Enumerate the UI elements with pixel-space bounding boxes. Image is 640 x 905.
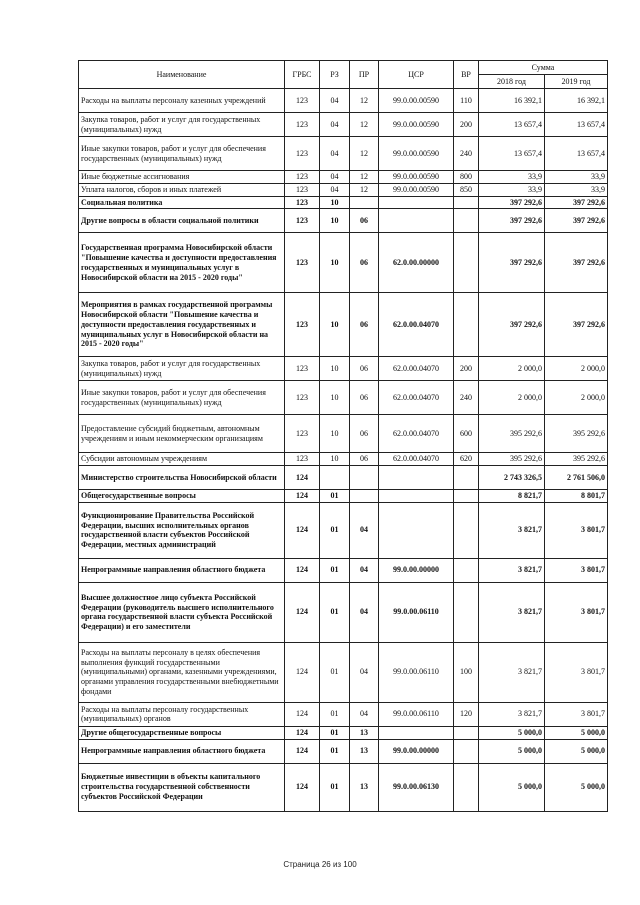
cell-sum-2019: 8 801,7: [545, 490, 608, 503]
cell-csr: 62.0.00.04070: [379, 415, 454, 453]
cell-name: Расходы на выплаты персоналу казенных учреждений: [79, 89, 285, 113]
cell-name: Расходы на выплаты персоналу в целях обеспечения выполнения функций государственными (муниципальными) органами, казенными учреждениями, органами управления государственными внебюджетными фондами: [79, 642, 285, 702]
cell-rz: 01: [320, 763, 350, 811]
cell-rz: 01: [320, 558, 350, 582]
cell-rz: 10: [320, 293, 350, 357]
cell-name: Непрограммные направления областного бюджета: [79, 739, 285, 763]
cell-csr: 99.0.00.00590: [379, 137, 454, 171]
cell-rz: 10: [320, 233, 350, 293]
cell-sum-2018: 2 743 326,5: [479, 466, 545, 490]
cell-csr: 99.0.00.00590: [379, 171, 454, 184]
cell-grbs: 123: [285, 113, 320, 137]
cell-sum-2018: 397 292,6: [479, 293, 545, 357]
cell-name: Иные закупки товаров, работ и услуг для обеспечения государственных (муниципальных) нужд: [79, 381, 285, 415]
cell-vr: 600: [454, 415, 479, 453]
cell-sum-2019: 397 292,6: [545, 196, 608, 209]
cell-pr: [350, 490, 379, 503]
cell-name: Расходы на выплаты персоналу государственных (муниципальных) органов: [79, 702, 285, 726]
table-row: [79, 415, 608, 453]
table-row: [79, 502, 608, 558]
cell-csr: [379, 726, 454, 739]
cell-vr: 240: [454, 137, 479, 171]
cell-sum-2018: 397 292,6: [479, 233, 545, 293]
cell-sum-2018: 5 000,0: [479, 763, 545, 811]
cell-vr: [454, 582, 479, 642]
cell-sum-2019: 5 000,0: [545, 763, 608, 811]
cell-sum-2018: 2 000,0: [479, 357, 545, 381]
table-row: [79, 466, 608, 490]
col-header-name: Наименование: [79, 61, 285, 89]
cell-name: Субсидии автономным учреждениям: [79, 453, 285, 466]
cell-vr: 850: [454, 183, 479, 196]
cell-grbs: 124: [285, 490, 320, 503]
cell-grbs: 123: [285, 171, 320, 184]
cell-vr: 620: [454, 453, 479, 466]
cell-sum-2019: 13 657,4: [545, 137, 608, 171]
cell-sum-2018: 3 821,7: [479, 702, 545, 726]
cell-csr: 99.0.00.06110: [379, 582, 454, 642]
table-row: [79, 89, 608, 113]
cell-sum-2018: 13 657,4: [479, 137, 545, 171]
table-row: [79, 763, 608, 811]
col-header-vr: ВР: [454, 61, 479, 89]
cell-rz: 04: [320, 113, 350, 137]
cell-pr: 06: [350, 209, 379, 233]
table-body: [79, 89, 608, 812]
cell-vr: 200: [454, 113, 479, 137]
cell-sum-2019: 2 000,0: [545, 381, 608, 415]
cell-vr: 800: [454, 171, 479, 184]
cell-csr: 62.0.00.04070: [379, 453, 454, 466]
cell-sum-2019: 397 292,6: [545, 209, 608, 233]
cell-vr: [454, 466, 479, 490]
table-row: [79, 702, 608, 726]
cell-grbs: 124: [285, 502, 320, 558]
cell-pr: 13: [350, 763, 379, 811]
table-row: [79, 490, 608, 503]
table-row: [79, 453, 608, 466]
cell-csr: 99.0.00.06110: [379, 702, 454, 726]
col-header-rz: РЗ: [320, 61, 350, 89]
cell-rz: 01: [320, 726, 350, 739]
cell-grbs: 124: [285, 642, 320, 702]
cell-sum-2018: 33,9: [479, 171, 545, 184]
cell-rz: 10: [320, 209, 350, 233]
cell-grbs: 124: [285, 466, 320, 490]
cell-csr: 99.0.00.06130: [379, 763, 454, 811]
cell-vr: 110: [454, 89, 479, 113]
cell-vr: [454, 739, 479, 763]
cell-pr: 06: [350, 357, 379, 381]
table-row: [79, 357, 608, 381]
cell-rz: 10: [320, 196, 350, 209]
cell-grbs: 124: [285, 702, 320, 726]
cell-name: Министерство строительства Новосибирской области: [79, 466, 285, 490]
cell-pr: 04: [350, 582, 379, 642]
cell-sum-2018: 33,9: [479, 183, 545, 196]
cell-sum-2019: 33,9: [545, 183, 608, 196]
cell-grbs: 124: [285, 739, 320, 763]
cell-sum-2018: 397 292,6: [479, 196, 545, 209]
cell-grbs: 123: [285, 381, 320, 415]
cell-grbs: 124: [285, 582, 320, 642]
cell-pr: 13: [350, 739, 379, 763]
table-row: [79, 196, 608, 209]
cell-grbs: 123: [285, 89, 320, 113]
cell-sum-2019: 397 292,6: [545, 233, 608, 293]
cell-sum-2018: 3 821,7: [479, 582, 545, 642]
table-row: [79, 582, 608, 642]
cell-vr: [454, 726, 479, 739]
cell-grbs: 123: [285, 415, 320, 453]
cell-sum-2019: 16 392,1: [545, 89, 608, 113]
budget-table: [78, 60, 608, 812]
cell-csr: 62.0.00.00000: [379, 233, 454, 293]
cell-grbs: 123: [285, 357, 320, 381]
cell-sum-2019: 5 000,0: [545, 739, 608, 763]
table-row: [79, 739, 608, 763]
col-header-grbs: ГРБС: [285, 61, 320, 89]
cell-vr: 100: [454, 642, 479, 702]
cell-vr: [454, 209, 479, 233]
cell-grbs: 123: [285, 137, 320, 171]
cell-rz: 01: [320, 702, 350, 726]
cell-grbs: 124: [285, 763, 320, 811]
cell-name: Социальная политика: [79, 196, 285, 209]
cell-sum-2019: 3 801,7: [545, 558, 608, 582]
cell-name: Уплата налогов, сборов и иных платежей: [79, 183, 285, 196]
cell-vr: [454, 502, 479, 558]
table-row: [79, 233, 608, 293]
cell-grbs: 123: [285, 233, 320, 293]
cell-pr: 04: [350, 558, 379, 582]
cell-grbs: 123: [285, 453, 320, 466]
cell-csr: [379, 196, 454, 209]
cell-vr: 240: [454, 381, 479, 415]
col-header-sum: Сумма: [479, 61, 608, 75]
cell-sum-2018: 5 000,0: [479, 726, 545, 739]
cell-csr: 62.0.00.04070: [379, 293, 454, 357]
cell-csr: 62.0.00.04070: [379, 357, 454, 381]
table-row: [79, 171, 608, 184]
cell-csr: 99.0.00.00000: [379, 558, 454, 582]
cell-rz: 04: [320, 183, 350, 196]
cell-rz: 10: [320, 453, 350, 466]
cell-name: Мероприятия в рамках государственной программы Новосибирской области "Повышение качества и доступности предоставления государственных и муниципальных услуг в Новосибирской области на 2015 - 2020 годы": [79, 293, 285, 357]
cell-csr: 99.0.00.00590: [379, 89, 454, 113]
cell-pr: 06: [350, 293, 379, 357]
cell-csr: 62.0.00.04070: [379, 381, 454, 415]
cell-sum-2019: 2 761 506,0: [545, 466, 608, 490]
table-row: [79, 642, 608, 702]
cell-csr: [379, 490, 454, 503]
cell-name: Общегосударственные вопросы: [79, 490, 285, 503]
cell-csr: 99.0.00.00000: [379, 739, 454, 763]
cell-pr: 06: [350, 415, 379, 453]
cell-pr: 12: [350, 137, 379, 171]
cell-sum-2019: 33,9: [545, 171, 608, 184]
cell-csr: [379, 466, 454, 490]
cell-sum-2018: 16 392,1: [479, 89, 545, 113]
cell-rz: 01: [320, 642, 350, 702]
cell-vr: [454, 490, 479, 503]
cell-rz: 01: [320, 502, 350, 558]
cell-sum-2019: 395 292,6: [545, 415, 608, 453]
cell-name: Бюджетные инвестиции в объекты капитального строительства государственной собственности субъектов Российской Федерации: [79, 763, 285, 811]
cell-pr: 06: [350, 233, 379, 293]
cell-pr: 04: [350, 702, 379, 726]
table-row: [79, 381, 608, 415]
cell-vr: [454, 293, 479, 357]
cell-rz: 10: [320, 381, 350, 415]
cell-name: Другие общегосударственные вопросы: [79, 726, 285, 739]
cell-pr: 12: [350, 183, 379, 196]
cell-name: Иные бюджетные ассигнования: [79, 171, 285, 184]
cell-rz: 10: [320, 357, 350, 381]
cell-name: Закупка товаров, работ и услуг для государственных (муниципальных) нужд: [79, 113, 285, 137]
col-header-year-2018: 2018 год: [479, 75, 545, 89]
cell-sum-2019: 397 292,6: [545, 293, 608, 357]
cell-pr: 12: [350, 113, 379, 137]
cell-pr: 06: [350, 453, 379, 466]
table-row: [79, 183, 608, 196]
cell-sum-2019: 13 657,4: [545, 113, 608, 137]
cell-pr: 12: [350, 171, 379, 184]
cell-rz: 01: [320, 739, 350, 763]
cell-rz: 10: [320, 415, 350, 453]
cell-grbs: 123: [285, 293, 320, 357]
cell-sum-2019: 2 000,0: [545, 357, 608, 381]
cell-sum-2018: 3 821,7: [479, 642, 545, 702]
table-row: [79, 293, 608, 357]
cell-name: Закупка товаров, работ и услуг для государственных (муниципальных) нужд: [79, 357, 285, 381]
cell-csr: 99.0.00.00590: [379, 183, 454, 196]
cell-name: Непрограммные направления областного бюджета: [79, 558, 285, 582]
cell-name: Функционирование Правительства Российской Федерации, высших исполнительных органов государственной власти субъектов Российской Федерации, местных администраций: [79, 502, 285, 558]
cell-sum-2018: 3 821,7: [479, 502, 545, 558]
cell-pr: [350, 196, 379, 209]
cell-sum-2018: 5 000,0: [479, 739, 545, 763]
cell-rz: [320, 466, 350, 490]
cell-name: Государственная программа Новосибирской области "Повышение качества и доступности предоставления государственных и муниципальных услуг в Новосибирской области на 2015 - 2020 годы": [79, 233, 285, 293]
col-header-csr: ЦСР: [379, 61, 454, 89]
cell-csr: [379, 502, 454, 558]
table-row: [79, 113, 608, 137]
cell-pr: 04: [350, 502, 379, 558]
cell-sum-2018: 395 292,6: [479, 453, 545, 466]
cell-pr: 06: [350, 381, 379, 415]
cell-sum-2018: 2 000,0: [479, 381, 545, 415]
cell-rz: 01: [320, 582, 350, 642]
table-row: [79, 726, 608, 739]
cell-sum-2018: 13 657,4: [479, 113, 545, 137]
cell-vr: [454, 558, 479, 582]
cell-name: Иные закупки товаров, работ и услуг для обеспечения государственных (муниципальных) нужд: [79, 137, 285, 171]
cell-sum-2019: 3 801,7: [545, 582, 608, 642]
cell-vr: 200: [454, 357, 479, 381]
table-row: [79, 558, 608, 582]
cell-pr: 13: [350, 726, 379, 739]
cell-pr: 12: [350, 89, 379, 113]
cell-vr: [454, 763, 479, 811]
cell-sum-2018: 3 821,7: [479, 558, 545, 582]
cell-sum-2019: 3 801,7: [545, 642, 608, 702]
cell-sum-2018: 397 292,6: [479, 209, 545, 233]
cell-sum-2019: 5 000,0: [545, 726, 608, 739]
cell-vr: 120: [454, 702, 479, 726]
col-header-year-2019: 2019 год: [545, 75, 608, 89]
cell-grbs: 124: [285, 558, 320, 582]
table-header: [79, 61, 608, 89]
cell-grbs: 124: [285, 726, 320, 739]
cell-name: Высшее должностное лицо субъекта Российской Федерации (руководитель высшего исполнительного органа государственной власти субъекта Российской Федерации) и его заместители: [79, 582, 285, 642]
cell-vr: [454, 233, 479, 293]
cell-pr: 04: [350, 642, 379, 702]
cell-rz: 04: [320, 137, 350, 171]
cell-name: Другие вопросы в области социальной политики: [79, 209, 285, 233]
cell-rz: 01: [320, 490, 350, 503]
cell-csr: [379, 209, 454, 233]
cell-sum-2018: 395 292,6: [479, 415, 545, 453]
cell-grbs: 123: [285, 196, 320, 209]
cell-rz: 04: [320, 171, 350, 184]
cell-csr: 99.0.00.06110: [379, 642, 454, 702]
cell-vr: [454, 196, 479, 209]
page-number: Страница 26 из 100: [283, 860, 357, 869]
table-row: [79, 209, 608, 233]
cell-sum-2018: 8 821,7: [479, 490, 545, 503]
col-header-pr: ПР: [350, 61, 379, 89]
cell-name: Предоставление субсидий бюджетным, автономным учреждениям и иным некоммерческим организациям: [79, 415, 285, 453]
table-row: [79, 137, 608, 171]
cell-rz: 04: [320, 89, 350, 113]
cell-sum-2019: 3 801,7: [545, 502, 608, 558]
cell-pr: [350, 466, 379, 490]
cell-sum-2019: 3 801,7: [545, 702, 608, 726]
cell-csr: 99.0.00.00590: [379, 113, 454, 137]
cell-grbs: 123: [285, 183, 320, 196]
cell-grbs: 123: [285, 209, 320, 233]
cell-sum-2019: 395 292,6: [545, 453, 608, 466]
